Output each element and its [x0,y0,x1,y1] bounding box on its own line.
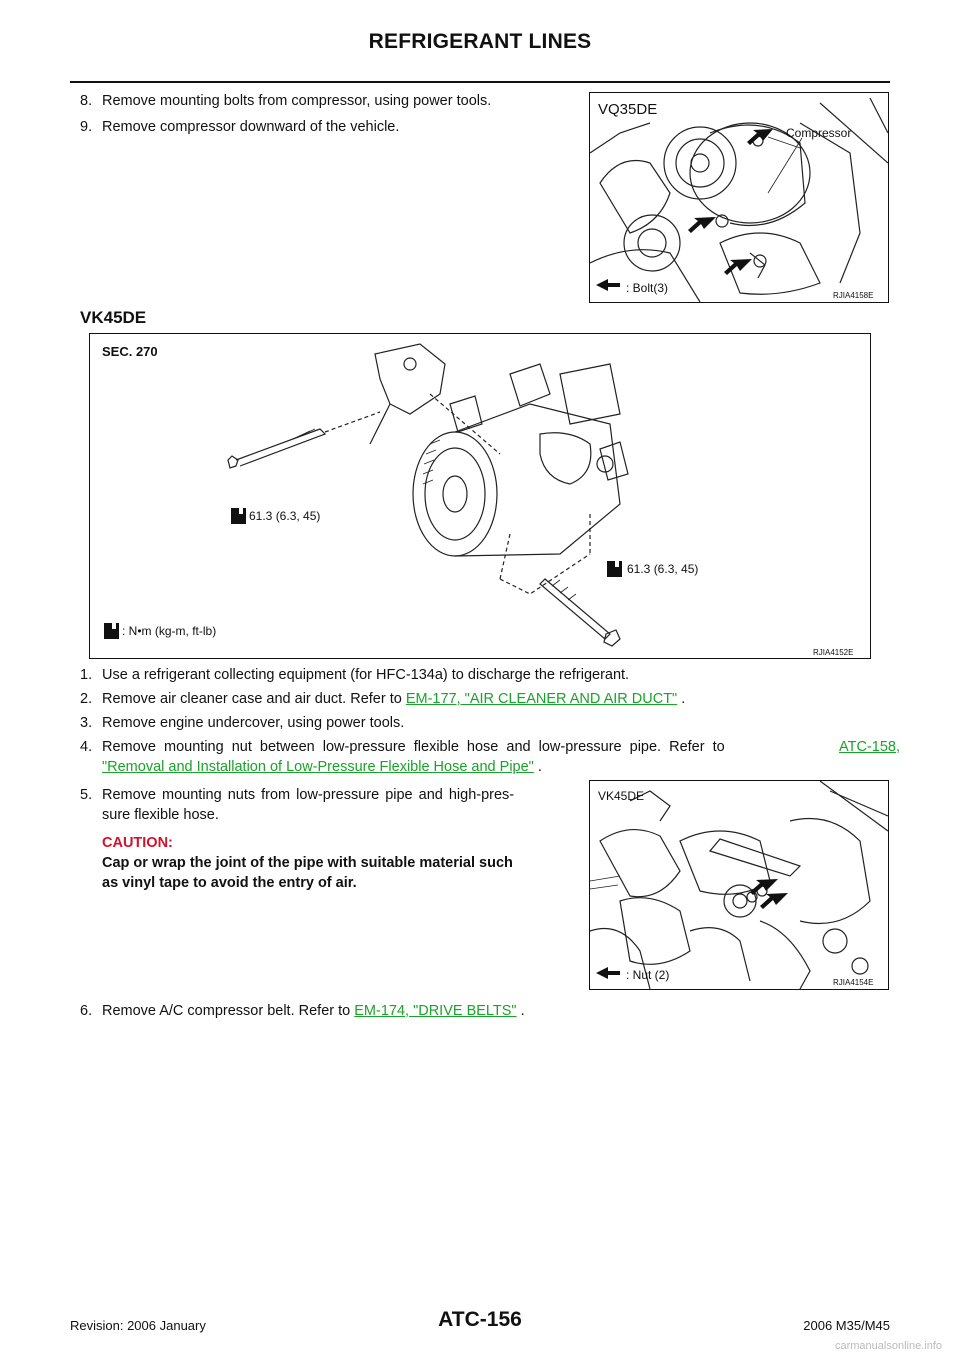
footer-model: 2006 M35/M45 [803,1318,890,1333]
figure-id: RJIA4154E [833,978,874,987]
step-4 [80,737,900,777]
pipe-nut-illustration [590,781,888,989]
step-text: Remove engine undercover, using power tools. [102,715,405,731]
section-heading-vk45de: VK45DE [80,308,147,327]
step-number: 1. [80,667,93,683]
step-text: Remove air cleaner case and air duct. Refer to [102,691,406,707]
watermark: carmanualsonline.info [834,1340,942,1352]
step-text: Remove A/C compressor belt. Refer to [102,1003,355,1019]
torque-spec-lower: 61.3 (6.3, 45) [627,562,699,576]
caution-line-1: Cap or wrap the joint of the pipe with suitable material such [102,855,513,871]
torque-unit-legend: : N•m (kg-m, ft-lb) [122,624,217,638]
link-atc-158[interactable]: ATC-158, [839,739,900,755]
step-text: Remove mounting nuts from low-pressure pipe and high-pres- [102,787,515,803]
caution-line-2: as vinyl tape to avoid the entry of air. [102,875,357,891]
step-text: Use a refrigerant collecting equipment (for HFC-134a) to discharge the refrigerant. [102,667,630,683]
step-number: 4. [80,739,93,755]
step-4-line-1 [80,737,900,757]
step-6 [80,1001,525,1021]
step-1 [80,665,629,685]
step-3 [80,713,404,733]
step-text-end: . [677,691,686,707]
figure-sec270-compressor [89,333,871,659]
link-em-174[interactable]: EM-174, "DRIVE BELTS" [354,1003,517,1019]
step-9 [80,117,399,137]
step-text-end: . [516,1003,525,1019]
torque-spec-upper: 61.3 (6.3, 45) [249,509,321,523]
link-removal-installation-hose-pipe[interactable]: "Removal and Installation of Low-Pressure Flexible Hose and Pipe" [102,759,534,775]
step-text-end: . [533,759,542,775]
step-4-line-2 [80,757,900,777]
figure-vk45de-nuts [589,780,889,990]
figure-vq35de-compressor [589,92,889,303]
step-8 [80,91,491,111]
footer-page-number: ATC-156 [438,1308,522,1331]
section-number-label: SEC. 270 [102,344,158,359]
step-number: 6. [80,1003,93,1019]
step-number: 3. [80,715,93,731]
compressor-illustration [590,93,888,302]
figure-engine-label: VK45DE [598,789,645,803]
step-number: 8. [80,93,93,109]
caution-heading: CAUTION: [102,835,173,851]
step-text: Remove compressor downward of the vehicle. [102,119,400,135]
footer-revision: Revision: 2006 January [70,1318,206,1333]
step-5 [80,785,580,893]
compressor-exploded-illustration [90,334,870,658]
step-text: Remove mounting nut between low-pressure flexible hose and low-pressure pipe. Refer to [102,739,725,755]
figure-id: RJIA4158E [833,291,874,300]
link-em-177[interactable]: EM-177, "AIR CLEANER AND AIR DUCT" [405,691,678,707]
step-number: 2. [80,691,93,707]
step-text: Remove mounting bolts from compressor, using power tools. [102,93,492,109]
page-title: REFRIGERANT LINES [368,30,592,53]
step-number: 5. [80,787,93,803]
compressor-label: Compressor [786,126,852,140]
bolt-legend: : Bolt(3) [626,281,669,295]
step-number: 9. [80,119,93,135]
figure-engine-label: VQ35DE [598,101,658,118]
header-rule [70,81,890,83]
step-2 [80,689,685,709]
step-4-text-row [80,737,725,757]
step-5-line-1 [80,785,580,805]
step-5-line-2: sure flexible hose. [102,807,219,823]
nut-legend: : Nut (2) [626,968,670,982]
figure-id: RJIA4152E [813,648,854,657]
